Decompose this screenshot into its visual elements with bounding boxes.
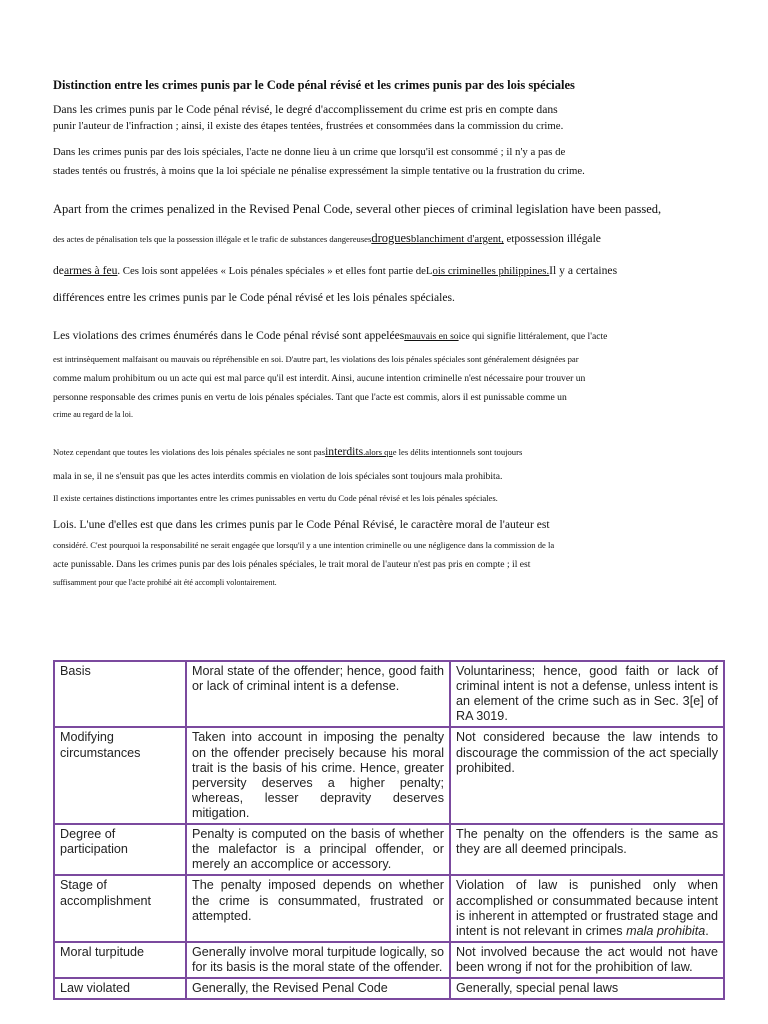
text-line: acte punissable. Dans les crimes punis par des lois pénales spéciales, le trait moral de l'auteur n'est pas pris en compte ; il est xyxy=(53,558,531,570)
rpc-cell: Generally involve moral turpitude logically, so for its basis is the moral state of the offender. xyxy=(186,942,450,978)
rpc-cell: Generally, the Revised Penal Code xyxy=(186,978,450,999)
text-run: et xyxy=(503,233,515,246)
table-row xyxy=(54,727,724,824)
table-row xyxy=(54,875,724,941)
text-line: personne responsable des crimes punis en vertu de lois pénales spéciales. Tant que l'acte est commis, alors il est punissable comme un xyxy=(53,391,567,403)
text-line: Dans les crimes punis par des lois spéciales, l'acte ne donne lieu à un crime que lorsqu'il est consommé ; il n'y a pas de xyxy=(53,146,566,159)
paragraph-4 xyxy=(53,319,713,423)
text-run: . Ces lois sont appelées « Lois pénales spéciales » et elles font partie deL xyxy=(117,265,433,278)
document-title: Distinction entre les crimes punis par le Code pénal révisé et les crimes punis par des lois spéciales xyxy=(53,78,575,92)
spl-cell: Generally, special penal laws xyxy=(450,978,724,999)
text-run: Notez cependant que toutes les violations des lois pénales spéciales ne sont pas xyxy=(53,446,326,457)
row-label: Moral turpitude xyxy=(54,942,186,978)
spl-cell: The penalty on the offenders is the same as they are all deemed principals. xyxy=(450,824,724,875)
text-run: possession illégale xyxy=(514,232,601,246)
link-alors-qu[interactable]: .alors qu xyxy=(363,446,393,457)
text-run: ice qui signifie littéralement, que l'acte xyxy=(458,331,608,343)
text-run: Les violations des crimes énumérés dans le Code pénal révisé sont appelées xyxy=(53,329,405,343)
text-line xyxy=(53,254,713,286)
spl-cell: Not considered because the law intends to discourage the commission of the act specially prohibited. xyxy=(450,727,724,824)
text-line: est intrinsèquement malfaisant ou mauvais ou répréhensible en soi. D'autre part, les violations des lois pénales spéciales sont généralement désignées par xyxy=(53,354,579,365)
text-run: Violation of law is punished only when accomplished or consummated because intent is inherent in attempted or frustrated stage and intent is not relevant in crimes xyxy=(456,878,718,938)
rpc-cell: The penalty imposed depends on whether the crime is consummated, frustrated or attempted. xyxy=(186,875,450,941)
text-line: mala in se, il ne s'ensuit pas que les actes interdits commis en violation de lois spéciales sont toujours mala prohibita. xyxy=(53,470,503,482)
text-line: suffisamment pour que l'acte prohibé ait été accompli volontairement. xyxy=(53,577,277,587)
paragraph-5 xyxy=(53,435,713,486)
link-drogues[interactable]: drogues xyxy=(371,231,411,246)
text-run: Il y a certaines xyxy=(549,264,618,278)
text-line: Apart from the crimes penalized in the Revised Penal Code, several other pieces of criminal legislation have been passed, xyxy=(53,202,662,217)
paragraph-3 xyxy=(53,197,713,309)
link-armes-a-feu[interactable]: armes à feu xyxy=(63,264,118,278)
row-label: Law violated xyxy=(54,978,186,999)
text-line: différences entre les crimes punis par le Code pénal révisé et les lois pénales spéciales. xyxy=(53,291,455,305)
text-line: considéré. C'est pourquoi la responsabilité ne serait engagée que lorsqu'il y a une intention criminelle ou une négligence dans la commission de la xyxy=(53,540,555,551)
text-run: e les délits intentionnels sont toujours xyxy=(392,446,523,457)
text-run: . xyxy=(705,923,709,938)
table-row xyxy=(54,978,724,999)
paragraph-7 xyxy=(53,513,713,590)
spl-cell xyxy=(450,875,724,941)
text-line: Lois. L'une d'elles est que dans les crimes punis par le Code Pénal Révisé, le caractère moral de l'auteur est xyxy=(53,518,550,532)
spl-cell: Voluntariness; hence, good faith or lack of criminal intent is not a defense, unless intent is an element of the crime such as in Sec. 3[e] of RA 3019. xyxy=(450,661,724,727)
table-row xyxy=(54,661,724,727)
link-blanchiment[interactable]: blanchiment d'argent, xyxy=(410,233,504,246)
rpc-cell: Moral state of the offender; hence, good faith or lack of criminal intent is a defense. xyxy=(186,661,450,727)
paragraph-2 xyxy=(53,143,713,181)
rpc-cell: Taken into account in imposing the penalty on the offender precisely because his moral trait is the basis of his crime. Hence, greater perversity deserves a higher penalty; whereas, lesser depravity deserves mitigation. xyxy=(186,727,450,824)
spl-cell: Not involved because the act would not have been wrong if not for the prohibition of law. xyxy=(450,942,724,978)
paragraph-6: Il existe certaines distinctions importantes entre les crimes punissables en vertu du Code pénal révisé et les lois pénales spéciales. xyxy=(53,493,498,504)
row-label: Modifying circumstances xyxy=(54,727,186,824)
row-label: Stage of accomplishment xyxy=(54,875,186,941)
text-line xyxy=(53,435,713,467)
text-line xyxy=(53,222,713,254)
paragraph-1 xyxy=(53,102,713,134)
emphasis-text: mala prohibita xyxy=(626,923,706,938)
text-run: des actes de pénalisation tels que la possession illégale et le trafic de substances dangereuses xyxy=(53,234,372,245)
link-interdits[interactable]: interdits xyxy=(325,444,364,458)
text-run: de xyxy=(53,264,64,278)
link-mauvais-en-so[interactable]: mauvais en so xyxy=(404,331,459,343)
text-line: punir l'auteur de l'infraction ; ainsi, il existe des étapes tentées, frustrées et consommées dans la commission du crime. xyxy=(53,119,564,132)
text-line: stades tentés ou frustrés, à moins que la loi spéciale ne pénalise expressément la simple tentative ou la frustration du crime. xyxy=(53,165,585,178)
link-lois-criminelles[interactable]: ois criminelles philippines. xyxy=(432,265,550,278)
document-body xyxy=(53,78,713,591)
comparison-table xyxy=(53,660,725,1000)
page-bottom-edge xyxy=(0,1016,768,1024)
table-row xyxy=(54,942,724,978)
text-line: comme malum prohibitum ou un acte qui est mal parce qu'il est interdit. Ainsi, aucune intention criminelle n'est nécessaire pour trouver un xyxy=(53,372,586,384)
table-row xyxy=(54,824,724,875)
text-line xyxy=(53,319,713,351)
rpc-cell: Penalty is computed on the basis of whether the malefactor is a principal offender, or merely an accomplice or accessory. xyxy=(186,824,450,875)
row-label: Degree of participation xyxy=(54,824,186,875)
text-line: crime au regard de la loi. xyxy=(53,409,133,419)
row-label: Basis xyxy=(54,661,186,727)
text-line: Dans les crimes punis par le Code pénal révisé, le degré d'accomplissement du crime est pris en compte dans xyxy=(53,103,558,116)
